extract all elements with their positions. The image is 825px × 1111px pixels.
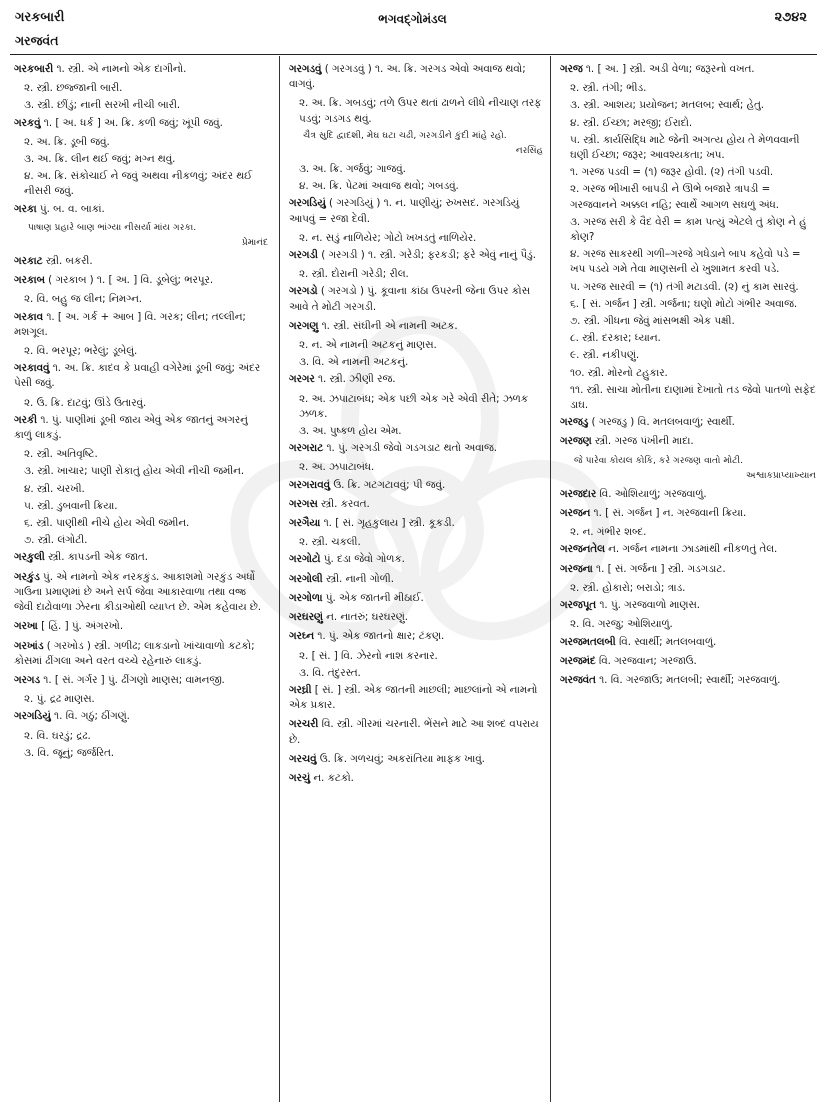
entry-sense [560, 617, 816, 632]
definition-text: ૩. ગરજ સરી કે વૈદ વેરી = કામ પત્યું એટલે તું કોણ ને હું કોણ? [570, 215, 807, 244]
definition-text: ૨. સ્ત્રી. અતિવૃષ્ટિ. [24, 448, 98, 461]
entry-sense [560, 383, 816, 413]
dictionary-entry [14, 273, 268, 288]
page-header [0, 0, 825, 30]
headword: ગરકાબ [14, 274, 45, 287]
definition-text: ૨. અ. ક્રિ. ડૂબી જવું. [24, 135, 110, 148]
definition-text: ૩. સ્ત્રી. છીંડું; નાની સરખી નીચી બારી. [24, 99, 181, 112]
headword: ગરગડવું [289, 63, 322, 75]
headword: ગરકાટ [14, 255, 43, 268]
entry-sense [560, 525, 816, 540]
entry-sense [560, 182, 816, 212]
dictionary-entry [289, 319, 543, 334]
definition-text: ઉ. ક્રિ. ગટગટાવવું; પી જવું. [330, 478, 446, 491]
dictionary-entry [289, 441, 543, 456]
entry-sense [14, 499, 268, 514]
dictionary-column-2 [289, 62, 543, 1102]
definition-text: ૧. [ અ. ] સ્ત્રી. અડી વેળા; જરૂરનો વખત. [582, 63, 755, 75]
definition-text: ૧. [ અ. ધર્ક ] અ. ક્રિ. કળી જવું; ખૂંપી જવું. [40, 116, 223, 129]
headword: ગરજન [560, 507, 591, 520]
dictionary-column-3 [560, 62, 816, 1102]
headword: ગરગરાટ [289, 442, 324, 455]
headword: ગરજવંત [560, 673, 596, 686]
definition-text: ૨. વિ. ઘરડું; દ્રઢ. [24, 729, 91, 742]
definition-text: ૩. વિ. એ નામની અટકનું. [299, 356, 409, 369]
headword: ગરજમંદ [560, 654, 596, 667]
definition-text: ૫. ગરજ સારવી = (૧) તંગી મટાડવી. (૨) નું કામ સારવું. [570, 280, 799, 293]
entry-sense [560, 280, 816, 295]
headword: ગરકાવ [14, 310, 44, 323]
definition-text: [ હિં. ] પું. અંગરખો. [37, 620, 124, 633]
quotation: જે પારેવા કોયલ કોકિ, કરે ગરજણ વાતો મોટી. [574, 454, 744, 466]
dictionary-entry [289, 591, 543, 606]
definition-text: ૨. ગરજ ભીખારી બાપડી ને ઊભે બજારે ત્રાપડી = ગરજવાનને અક્કલ નહિ; સ્વાર્થે આગળ સઘળું અંધ. [570, 183, 779, 211]
definition-text: ૨. વિ. બહુ જ લીન; નિમગ્ન. [24, 293, 143, 306]
definition-text: સ્ત્રી. કરવત. [317, 497, 370, 510]
definition-text: પું. એ નામનો એક નરકકુંડ. આકાશમો ગરકુંડ અર્ધો ગાઉના પ્રમાણમાં છે અને સર્પ જેવા આકારવાળા તથા વજ્ર જેવી દાઢોવાળા ઝેરના કીડાઓથી વ્યાપ્ત છે. એમ કહેવાય છે. [14, 570, 262, 614]
headword: ગરજ [560, 63, 583, 75]
definition-text: ૨. ન. એ નામની અટકનું માણસ. [299, 339, 437, 352]
headword: ગરકુંડ [14, 570, 40, 583]
definition-text: ૧. [ સં. ગર્ગર ] પું. ઢીંગણો માણસ; વામનજી. [40, 673, 225, 686]
entry-sense [289, 231, 543, 246]
definition-text: ૧૧. સ્ત્રી. સાચા મોતીના દાણામાં દેખાતો તડ જેવો પાતળો સફેદ ડાઘ. [570, 383, 816, 412]
column-divider [279, 56, 280, 1102]
headword: ગરખા [14, 620, 38, 633]
dictionary-entry [560, 654, 816, 669]
definition-text: ૨. ઉ. ક્રિ. દાટવું; ઊંડે ઉતારવું. [24, 396, 147, 409]
entry-sense [560, 314, 816, 329]
definition-text: ૪. અ. ક્રિ. પેટમાં અવાજ થવો; ગબડવું. [299, 180, 459, 193]
entry-sense [560, 165, 816, 180]
entry-sense [14, 447, 268, 462]
dictionary-entry [14, 709, 268, 724]
definition-text: ઉ. ક્રિ. ગળચવું; અકરાંતિયા માફક ખાવું. [316, 752, 485, 765]
headword: ગરગોળા [289, 591, 323, 604]
definition-text: ન. કટકો. [310, 771, 354, 784]
dictionary-entry [289, 717, 543, 747]
dictionary-entry [560, 506, 816, 521]
definition-text: ૨. અ. ક્રિ. ગબડવું; તળે ઉપર થતાં ઢાળને લીધે નીચાણ તરફ પડવું; ગડગડ થવું. [299, 97, 542, 125]
entry-sense [14, 98, 268, 113]
entry-sense [289, 649, 543, 664]
entry-sense [560, 116, 816, 131]
dictionary-entry [560, 542, 816, 557]
definition-text: ૨. પું. દ્રઢ માણસ. [24, 693, 95, 706]
definition-text: ૫. સ્ત્રી. કાર્યસિદ્ધિ માટે જેની અગત્ય હોય તે મેળવવાની ઘણી ઈચ્છા; જરૂર; આવશ્યકતા; ખપ. [570, 133, 800, 162]
entry-sense [289, 424, 543, 439]
definition-text: ૧. સ્ત્રી. સંઘીની એ નામની અટક. [318, 319, 458, 332]
definition-text: ૧. પું. ગરજવાળો માણસ. [596, 599, 700, 612]
definition-text: ૩. અ. પુષ્કળ હોય એમ. [299, 425, 402, 438]
definition-text: ૨. અ. ઝપાટાબંધ. [299, 461, 375, 474]
headword: ગરકાવવું [14, 362, 50, 375]
definition-text: ૧. અ. ક્રિ. કાદવ કે પ્રવાહી વગેરેમાં ડૂબી જવું; અંદર પેસી જવું. [14, 362, 261, 390]
column-divider [550, 56, 551, 1102]
dictionary-entry [14, 202, 268, 217]
definition-text: ૩. સ્ત્રી. આશય; પ્રયોજન; મતલબ; સ્વાર્થ; હેતુ. [570, 99, 765, 112]
dictionary-entry [289, 752, 543, 767]
dictionary-entry [289, 771, 543, 786]
quotation-source: પ્રેમાનંદ [241, 237, 268, 248]
dictionary-entry [14, 361, 268, 391]
definition-text: ન. ગર્જન નામના ઝાડમાંથી નીકળતું તેલ. [604, 543, 778, 556]
dictionary-entry [14, 413, 268, 443]
entry-sense [289, 392, 543, 422]
definition-text: ૨. [ સં. ] વિ. ઝેરનો નાશ કરનાર. [299, 649, 438, 662]
definition-text: ૨. વિ. ભરપૂર; ભરેલું; ડૂબેલું. [24, 345, 138, 358]
entry-sense [14, 516, 268, 531]
dictionary-entry [289, 248, 543, 263]
definition-text: ૧. પું. પાણીમાં ડૂબી જાય એવું એક જાતનું અગરનું કાળું લાકડું. [14, 413, 248, 442]
page-number: ૨૭૪૨ [774, 10, 807, 25]
dictionary-entry [289, 284, 543, 314]
dictionary-entry [14, 639, 268, 669]
dictionary-entry [289, 552, 543, 567]
headword: ગરગરાવવું [289, 478, 331, 491]
guide-word-left: ગરકબારી [15, 10, 65, 25]
headword: ગરગડી [289, 249, 318, 262]
definition-text: ૧. વિ. ગઠું; ઠીંગણું. [50, 710, 130, 723]
definition-text: ૩. સ્ત્રી. ખાચાર; પાણી રોકાતું હોય એવી નીચી જમીન. [24, 465, 245, 478]
dictionary-entry [289, 683, 543, 713]
entry-sense [289, 460, 543, 475]
definition-text: ૨. સ્ત્રી. હોકારો; બરાડો; ત્રાડ. [570, 581, 686, 594]
headword: ગરકુલી [14, 551, 45, 564]
headword: ગરઘરણું [289, 611, 323, 624]
definition-text: ( ગરગડી ) ૧. સ્ત્રી. ગરેડી; ફરકડી; ફરે એવું નાનું પૈડું. [317, 249, 536, 262]
definition-text: ૨. ન. ગંભીર શબ્દ. [570, 526, 647, 539]
definition-text: ૬. સ્ત્રી. પાણીથી નીચે હોય એવી જમીન. [24, 517, 190, 530]
definition-text: ૨. સ્ત્રી. દોરાની ગરેડી; રીલ. [299, 268, 409, 281]
headword: ગરચું [289, 771, 311, 784]
dictionary-entry [14, 619, 268, 634]
dictionary-entry [560, 635, 816, 650]
definition-text: ન. નાતરું; ઘરઘરણું. [322, 611, 409, 624]
headword: ગરગડ [14, 673, 41, 686]
headword: ગરખાંડ [14, 639, 44, 652]
headword: ગરજણ [560, 435, 592, 448]
quotation-source: નરસિંહ [515, 145, 543, 156]
dictionary-entry [289, 62, 543, 92]
definition-text: સ્ત્રી. નાની ગોળી. [322, 572, 395, 585]
entry-sense [289, 666, 543, 681]
entry-sense [14, 169, 268, 199]
headword: ગરકી [14, 413, 38, 426]
headword: ગરગર [289, 373, 315, 386]
definition-text: પું. બ. વ. બાકાં. [36, 202, 105, 215]
definition-text: ૧. સ્ત્રી. એ નામનો એક દાગીનો. [53, 63, 187, 75]
headword: ગરગડિયું [14, 710, 51, 723]
definition-text: ૨. ન. સડું નાળિયેર; ગોટો ખખડતું નાળિયેર. [299, 231, 477, 244]
definition-text: ૧. પું. ગરગડી જેવો ગડગડાટ થતો અવાજ. [323, 442, 498, 455]
definition-text: ( ગરકાબ ) ૧. [ અ. ] વિ. ડૂબેલું; ભરપૂર. [44, 274, 214, 287]
entry-sense [560, 581, 816, 596]
headword: ગરકબારી [14, 63, 54, 75]
headword: ગરજપૂત [560, 599, 597, 612]
dictionary-entry [289, 629, 543, 644]
entry-sense [560, 215, 816, 245]
dictionary-entry [289, 572, 543, 587]
entry-sense [560, 133, 816, 163]
headword: ગરકા [14, 202, 37, 215]
entry-sense [560, 247, 816, 277]
definition-text: [ સં. ] સ્ત્રી. એક જાતની માછલી; માછલાંનો એ નામનો એક પ્રકાર. [289, 683, 538, 712]
definition-text: ૩. અ. ક્રિ. ગર્જવું; ગાજવું. [299, 163, 406, 176]
guide-word-left-sub: ગરજવંત [15, 33, 59, 48]
definition-text: ૧૦. સ્ત્રી. મોરનો ટહુકાર. [570, 366, 668, 379]
dictionary-entry [289, 478, 543, 493]
dictionary-entry [289, 372, 543, 387]
definition-text: ૭. સ્ત્રી. ગીધના જેવું માંસભક્ષી એક પક્ષી. [570, 315, 735, 328]
entry-sense [289, 162, 543, 177]
quotation: પાષાણ પ્રહારે બાણ ભાંગ્યા નીસર્યા માંય ગરકા. [28, 221, 197, 233]
book-title: ભગવદ્‌ગોમંડલ [378, 12, 447, 26]
dictionary-column-1 [14, 62, 268, 1102]
dictionary-entry [560, 673, 816, 688]
headword: ગરગડિયું [289, 197, 326, 210]
entry-sense [289, 338, 543, 353]
definition-text: પું. દડા જેવો ગોળક. [320, 553, 405, 566]
definition-text: પું. એક જાતની મીઠાઈ. [322, 591, 424, 604]
definition-text: ૨. વિ. ગરજુ; ઓશિયાળું. [570, 618, 673, 631]
definition-text: સ્ત્રી. ગરજ પંખીની માદા. [591, 435, 694, 448]
headword: ગરચવું [289, 752, 317, 765]
definition-text: ૧. [ સં. ગર્જન ] ન. ગરજવાની ક્રિયા. [590, 507, 747, 520]
entry-sense [14, 292, 268, 307]
entry-sense [14, 464, 268, 479]
dictionary-entry [289, 516, 543, 531]
definition-text: વિ. સ્ત્રી. ગીરમાં ચરનારી. ભેંસને માટે આ શબ્દ વપરાય છે. [289, 718, 539, 746]
dictionary-entry [14, 116, 268, 131]
definition-text: ૨. સ્ત્રી. છજ્જાની બારી. [24, 82, 123, 95]
dictionary-entry [560, 62, 816, 77]
dictionary-entry [560, 487, 816, 502]
dictionary-entry [289, 610, 543, 625]
entry-sense [560, 297, 816, 312]
definition-text: વિ. ગરજવાન; ગરજાઉ. [595, 654, 697, 667]
headword: ગરગસ [289, 497, 318, 510]
quotation-source: અશ્વાકપ્રાપ્યાખ્યાન [746, 470, 816, 481]
headword: ગરગડો [289, 285, 318, 298]
entry-sense [560, 81, 816, 96]
dictionary-entry [560, 415, 816, 430]
definition-text: ૨. અ. ઝપાટાબંધ; એક પછી એક ગરે એવી રીતે; ઝળક ઝળક. [299, 392, 528, 420]
dictionary-entry [14, 310, 268, 340]
entry-sense [14, 396, 268, 411]
definition-text: ( ગરગડિયું ) ૧. ન. પાણીયું; રુખસદ. ગરગડિયું આપવું = રજા દેવી. [289, 197, 520, 225]
definition-text: ૨. સ્ત્રી. ચકલી. [299, 536, 361, 549]
entry-sense [14, 135, 268, 150]
dictionary-entry [14, 570, 268, 616]
dictionary-entry [14, 254, 268, 269]
dictionary-entry [14, 673, 268, 688]
entry-sense [289, 535, 543, 550]
definition-text: ૩. વિ. તંદુરસ્ત. [299, 666, 361, 679]
entry-sense [14, 152, 268, 167]
definition-text: ૭. સ્ત્રી. લંગોટી. [24, 534, 88, 547]
dictionary-entry [289, 497, 543, 512]
dictionary-entry [560, 434, 816, 449]
definition-text: ( ગરખોડ ) સ્ત્રી. ગળીઢ; લાકડાનો ખાંચાવાળો કટકો; કોસમાં ઢીંગલા અને વરત વચ્ચે રહેનારું લાકડું. [14, 639, 255, 667]
definition-text: ૧. ગરજ પડવી = (૧) જરૂર હોવી. (૨) તંગી પડવી. [570, 166, 774, 179]
entry-sense [560, 366, 816, 381]
entry-sense [14, 344, 268, 359]
headword: ગરચરી [289, 718, 319, 731]
definition-text: ૯. સ્ત્રી. નકીપણું. [570, 349, 640, 362]
entry-sense [14, 482, 268, 497]
headword: ગરકવું [14, 116, 41, 129]
entry-sense [14, 746, 268, 761]
definition-text: ૨. સ્ત્રી. તંગી; ભીડ. [570, 82, 647, 95]
headword: ગરગૈયા [289, 517, 321, 530]
headword: ગરગણુ [289, 319, 319, 332]
definition-text: ( ગરજડુ ) વિ. મતલબવાળું; સ્વાર્થી. [588, 416, 735, 429]
headword: ગરજદાર [560, 487, 597, 500]
definition-text: સ્ત્રી. કાપડની એક જાત. [44, 551, 148, 564]
headword: ગરજના [560, 562, 593, 575]
definition-text: ૪. અ. ક્રિ. સંકોચાઈ ને જવું અથવા નીકળવું; અંદર થઈ નીસરી જવું. [24, 170, 253, 198]
definition-text: ૩. અ. ક્રિ. લીન થઈ જવું; મગ્ન થવું. [24, 153, 176, 166]
headword: ગરજનતેલ [560, 543, 605, 556]
definition-text: ૧. [ અ. ગર્ક + આબ ] વિ. ગરક; લીન; તલ્લીન; મશગૂલ. [14, 310, 246, 338]
entry-sense [289, 96, 543, 126]
definition-text: ૮. સ્ત્રી. દરકાર; ધ્યાન. [570, 332, 661, 345]
entry-sense [14, 692, 268, 707]
dictionary-entry [560, 598, 816, 613]
headword: ગરગોલી [289, 572, 323, 585]
headword: ગરઘ્ન [289, 630, 315, 643]
definition-text: ૬. [ સં. ગર્જન ] સ્ત્રી. ગર્જના; ઘણો મોટો ગંભીર અવાજ. [570, 297, 798, 310]
headword: ગરગોટો [289, 553, 321, 566]
dictionary-entry [14, 62, 268, 77]
entry-sense [14, 533, 268, 548]
entry-sense [14, 81, 268, 96]
headword: ગરઘ્રી [289, 683, 312, 696]
definition-text: ૪. ગરજ સાકરથી ગળી–ગરજે ગધેડાને બાપ કહેવો પડે = ખપ પડયે ગમે તેવા માણસની યે ખુશામત કરવી પડે. [570, 248, 801, 276]
headword: ગરજડુ [560, 416, 589, 429]
definition-text: વિ. સ્વાર્થી; મતલબવાળું. [615, 635, 717, 648]
entry-sense [560, 98, 816, 113]
quotation: ચૈત્ર સુદિ દ્વાદશી, મેઘ ઘટા ચઢી, ગરગડીને કુંદી માંહે રહો. [303, 129, 507, 141]
entry-sense [560, 348, 816, 363]
definition-text: ૫. સ્ત્રી. ડુબવાની ક્રિયા. [24, 499, 118, 512]
definition-text: ૧. [ સં. ગૃહકુલાય ] સ્ત્રી. કૂકડી. [320, 517, 455, 530]
definition-text: ૪. સ્ત્રી. ચરખી. [24, 482, 85, 495]
definition-text: ( ગરગડવું ) ૧. અ. ક્રિ. ગરગડ એવો અવાજ થવો; વાગવું. [289, 63, 526, 91]
definition-text: ૧. પું. એક જાતનો ક્ષાર; ટંકણ. [314, 630, 445, 643]
dictionary-entry [14, 550, 268, 565]
entry-sense [14, 729, 268, 744]
definition-text: ૩. વિ. જૂનું; જર્જરિત. [24, 746, 115, 759]
entry-sense [289, 267, 543, 282]
entry-sense [560, 331, 816, 346]
definition-text: ( ગરગડો ) પું. કૂવાના કાંઠા ઉપરની જેના ઉપર કોસ આવે તે મોટી ગરગડી. [289, 285, 530, 313]
definition-text: ૧. સ્ત્રી. ઝીણી રજ. [314, 373, 396, 386]
entry-sense [289, 355, 543, 370]
definition-text: સ્ત્રી. બકરી. [42, 255, 93, 268]
dictionary-entry [289, 196, 543, 226]
dictionary-entry [560, 562, 816, 577]
definition-text: ૧. [ સં. ગર્જના ] સ્ત્રી. ગડગડાટ. [592, 562, 726, 575]
headword: ગરજમતલબી [560, 635, 616, 648]
definition-text: ૪. સ્ત્રી. ઈચ્છા; મરજી; ઈરાદો. [570, 116, 693, 129]
definition-text: વિ. ઓશિયાળું; ગરજવાળું. [596, 487, 707, 500]
header-rule [10, 54, 817, 55]
entry-sense [289, 179, 543, 194]
definition-text: ૧. વિ. ગરજાઉ; મતલબી; સ્વાર્થી; ગરજવાળું. [595, 673, 781, 686]
